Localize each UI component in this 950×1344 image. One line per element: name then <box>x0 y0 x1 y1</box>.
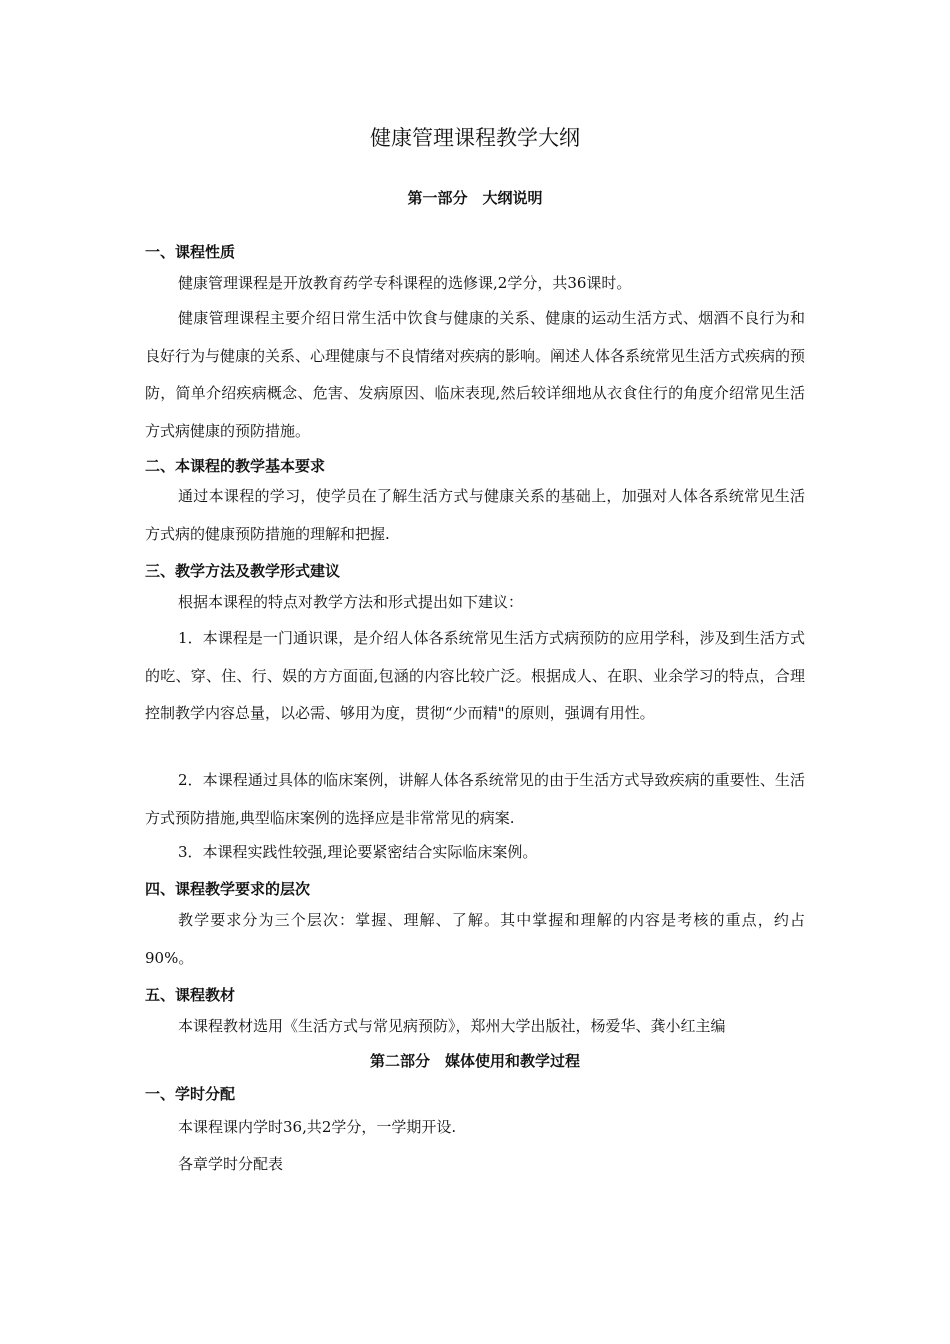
paragraph: 通过本课程的学习，使学员在了解生活方式与健康关系的基础上，加强对人体各系统常见生活方式病的健康预防措施的理解和把握. <box>145 487 805 543</box>
paragraph: 2．本课程通过具体的临床案例，讲解人体各系统常见的由于生活方式导致疾病的重要性、生活方式预防措施,典型临床案例的选择应是非常常见的病案. <box>145 771 805 827</box>
paragraph: 教学要求分为三个层次：掌握、理解、了解。其中掌握和理解的内容是考核的重点，约占90%。 <box>145 911 805 967</box>
paragraph: 1．本课程是一门通识课，是介绍人体各系统常见生活方式病预防的应用学科，涉及到生活方式的吃、穿、住、行、娱的方方面面,包涵的内容比较广泛。根据成人、在职、业余学习的特点，合理控制教学内容总量，以必需、够用为度，贯彻“少而精"的原则，强调有用性。 <box>145 629 805 722</box>
paragraph: 健康管理课程是开放教育药学专科课程的选修课,2学分，共36课时。 <box>178 274 632 292</box>
document-title: 健康管理课程教学大纲 <box>370 126 580 150</box>
part1-title: 第一部分 大纲说明 <box>407 189 543 207</box>
section-heading-textbook: 五、课程教材 <box>145 986 236 1004</box>
section-heading-methods: 三、教学方法及教学形式建议 <box>145 562 341 580</box>
section-heading-hours: 一、学时分配 <box>145 1085 236 1103</box>
paragraph: 根据本课程的特点对教学方法和形式提出如下建议： <box>178 593 524 611</box>
section-heading-nature: 一、课程性质 <box>145 243 236 261</box>
paragraph: 健康管理课程主要介绍日常生活中饮食与健康的关系、健康的运动生活方式、烟酒不良行为和良好行为与健康的关系、心理健康与不良情绪对疾病的影响。阐述人体各系统常见生活方式疾病的预防，简单介绍疾病概念、危害、发病原因、临床表现,然后较详细地从衣食住行的角度介绍常见生活方式病健康的预防措施。 <box>145 309 806 440</box>
paragraph: 本课程教材选用《生活方式与常见病预防》，郑州大学出版社，杨爱华、龚小红主编 <box>178 1017 726 1035</box>
section-heading-requirements: 二、本课程的教学基本要求 <box>145 457 326 475</box>
section-heading-levels: 四、课程教学要求的层次 <box>145 880 311 898</box>
part2-title: 第二部分 媒体使用和教学过程 <box>369 1052 580 1070</box>
paragraph: 本课程课内学时36,共2学分，一学期开设. <box>178 1118 457 1136</box>
paragraph: 各章学时分配表 <box>178 1155 284 1173</box>
paragraph: 3．本课程实践性较强,理论要紧密结合实际临床案例。 <box>178 843 538 861</box>
